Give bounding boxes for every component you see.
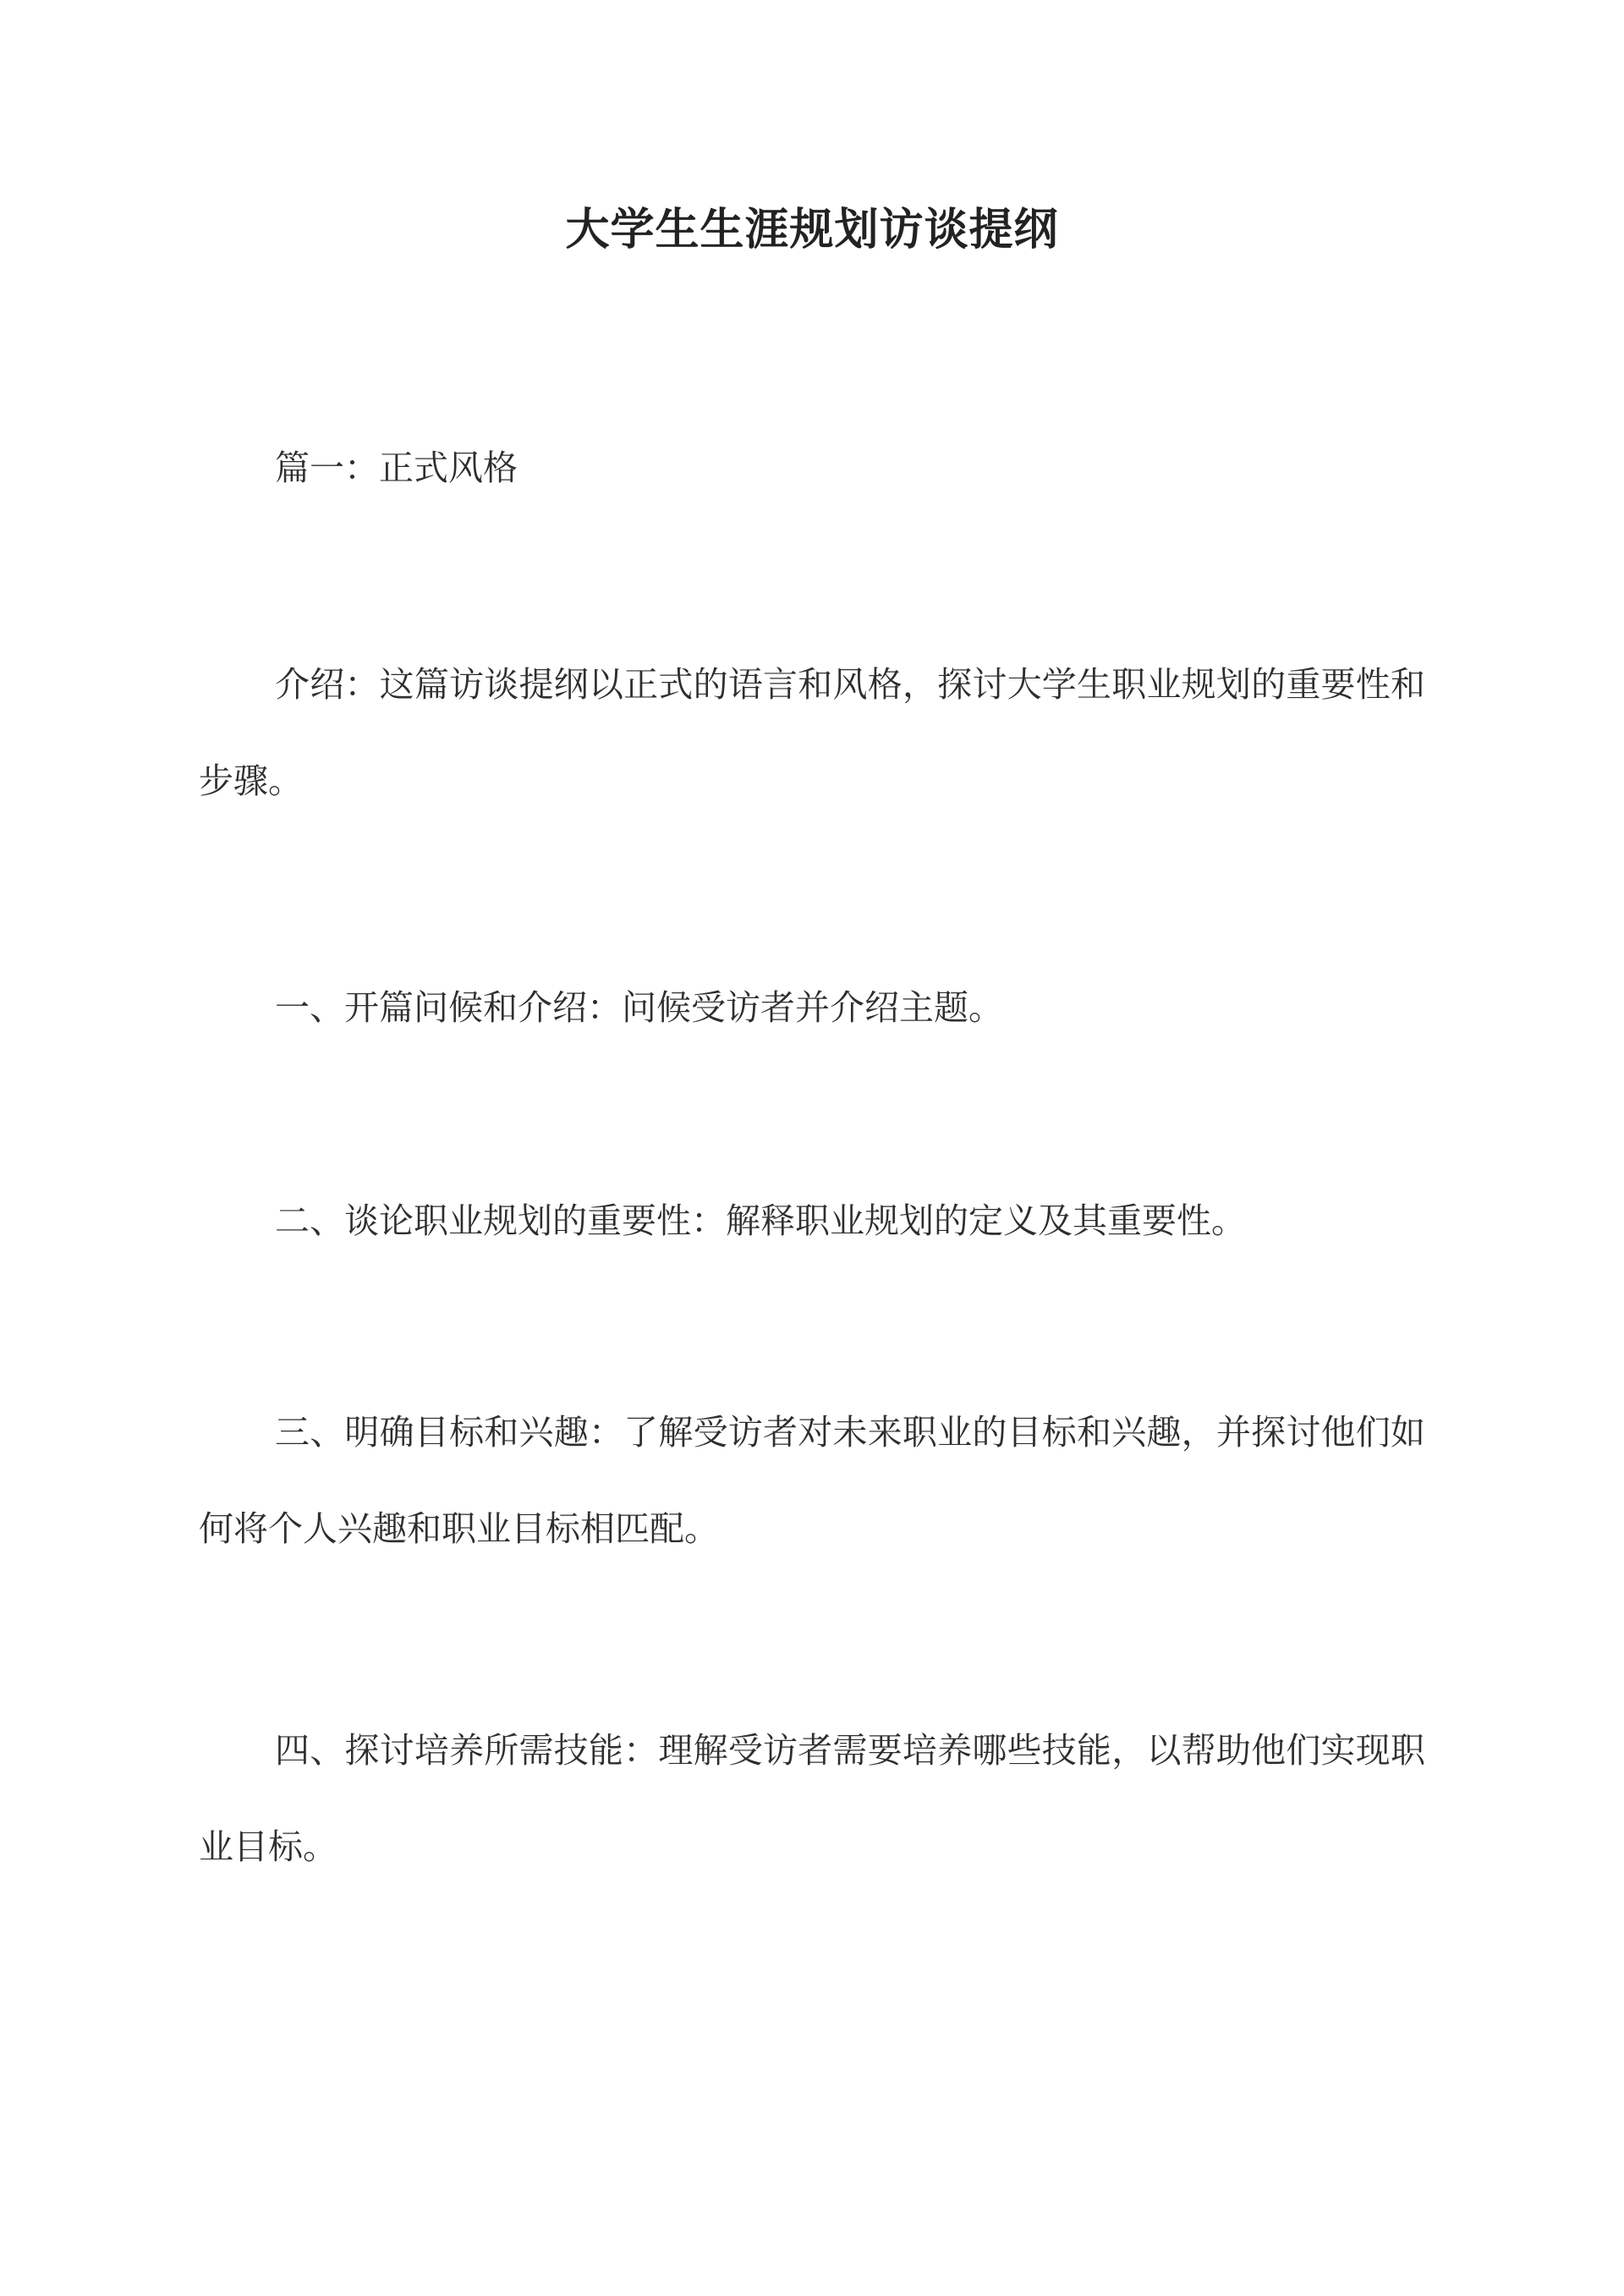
- document-title: 大学生生涯规划访谈提纲: [565, 204, 1059, 255]
- outline-item-4: 四、探讨培养所需技能：理解受访者需要培养哪些技能，以帮助他们实现职业目标。: [199, 1730, 1425, 1867]
- outline-item-1: 一、开篇问候和介绍：问候受访者并介绍主题。: [275, 987, 1003, 1028]
- outline-item-3: 三、明确目标和兴趣：了解受访者对未来职业的目标和兴趣，并探讨他们如何将个人兴趣和职业目标相匹配。: [199, 1412, 1425, 1549]
- intro-paragraph: 介绍：这篇访谈提纲以正式的语言和风格，探讨大学生职业规划的重要性和步骤。: [199, 664, 1425, 801]
- outline-item-2: 二、谈论职业规划的重要性：解释职业规划的定义及其重要性。: [275, 1200, 1246, 1241]
- section-heading: 篇一：正式风格: [275, 448, 518, 488]
